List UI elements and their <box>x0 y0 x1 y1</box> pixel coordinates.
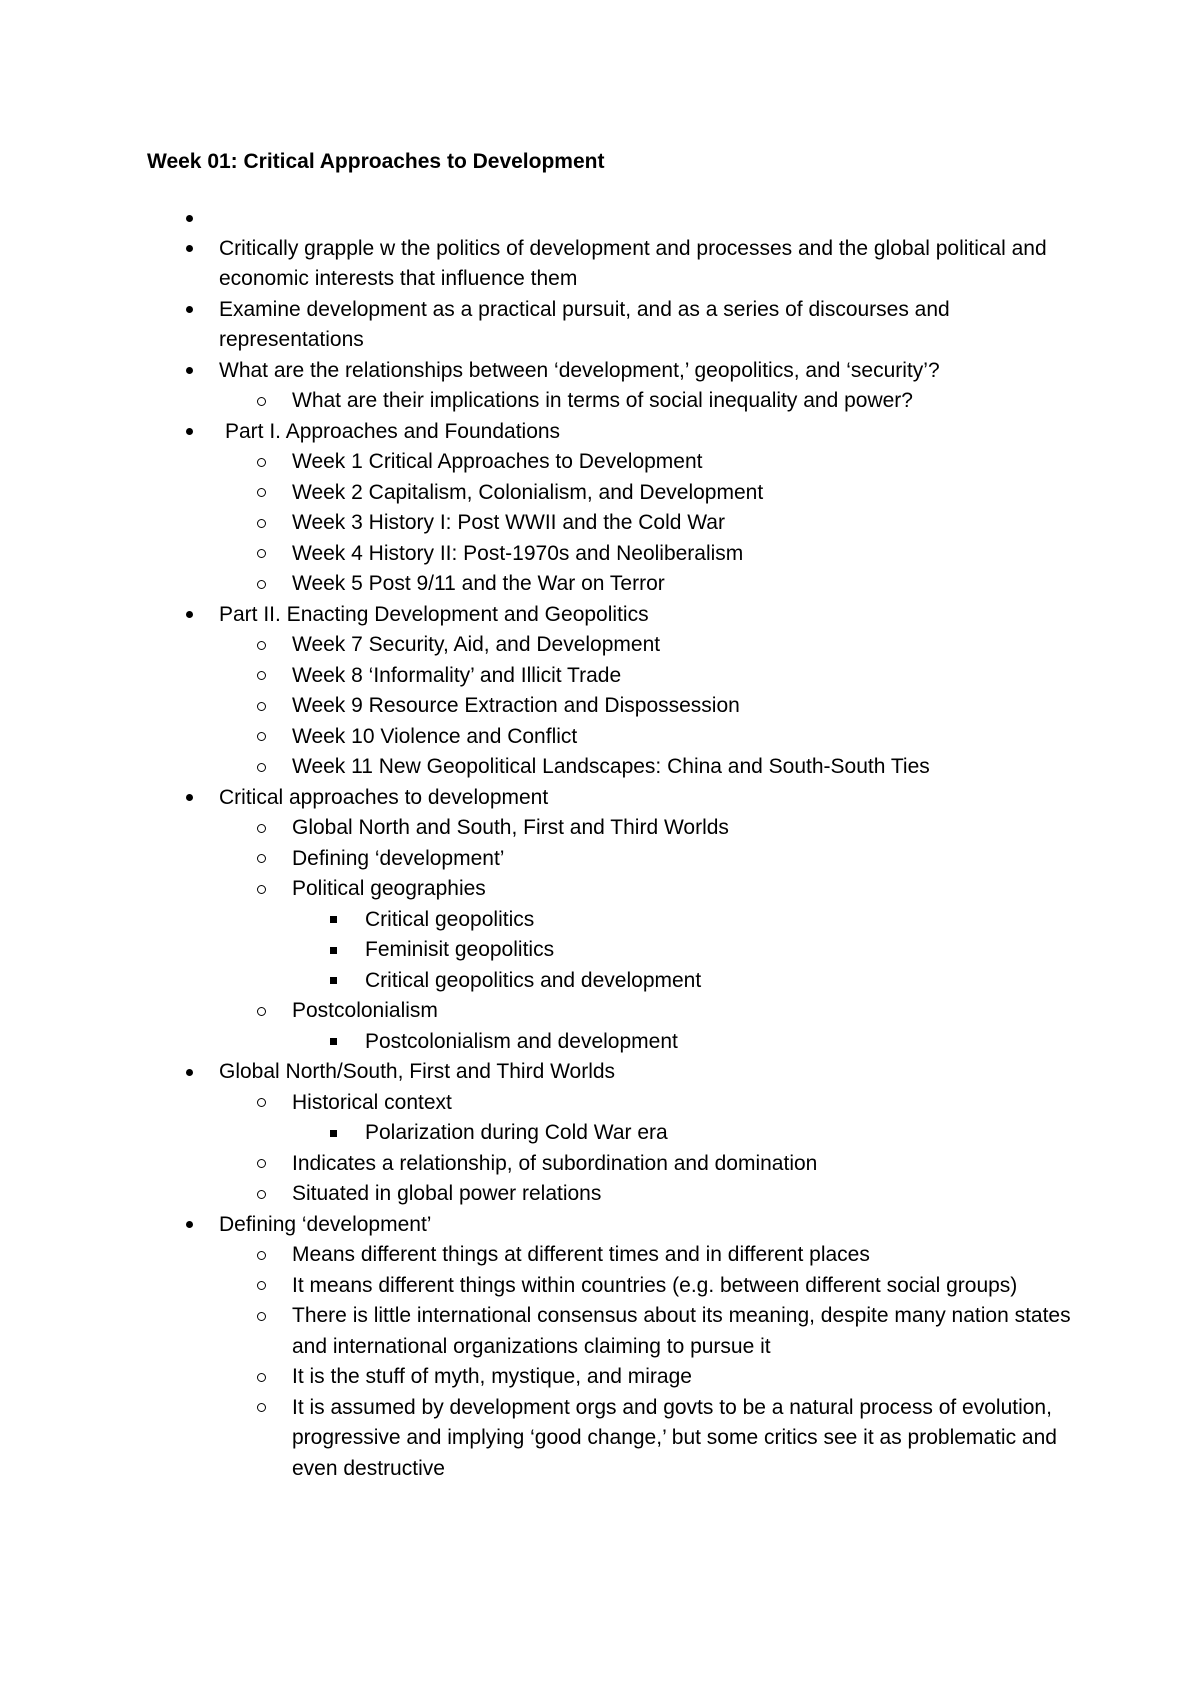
outline-item-level-2 <box>0 752 1200 783</box>
outline-item-level-2 <box>0 1301 1200 1362</box>
outline-item-text: What are the relationships between ‘development,’ geopolitics, and ‘security’? <box>219 358 940 382</box>
outline-item-level-2 <box>0 874 1200 905</box>
bullet-dot-icon <box>182 1210 196 1241</box>
outline-item-text: Polarization during Cold War era <box>365 1121 668 1144</box>
bullet-square-icon <box>326 935 340 966</box>
bullet-circle-icon <box>254 386 268 417</box>
outline-item-level-2 <box>0 447 1200 478</box>
outline-item-level-3 <box>0 1118 1200 1149</box>
bullet-circle-icon <box>254 569 268 600</box>
bullet-circle-icon <box>254 478 268 509</box>
outline-item-text: Week 11 New Geopolitical Landscapes: China and South-South Ties <box>292 755 930 778</box>
bullet-circle-icon <box>254 722 268 753</box>
outline-item-text: Defining ‘development’ <box>292 846 505 870</box>
outline-item-text: Means different things at different times and in different places <box>292 1243 870 1266</box>
bullet-circle-icon <box>254 1393 268 1424</box>
outline-item-text: Week 1 Critical Approaches to Development <box>292 450 703 473</box>
outline-item-level-2 <box>0 1179 1200 1210</box>
outline-item-level-3 <box>0 966 1200 997</box>
outline-item-level-2 <box>0 539 1200 570</box>
bullet-dot-icon <box>182 356 196 387</box>
outline-item-text: It means different things within countries (e.g. between different social groups) <box>292 1273 1018 1297</box>
bullet-square-icon <box>326 1027 340 1058</box>
outline-item-level-2 <box>0 661 1200 692</box>
bullet-circle-icon <box>254 874 268 905</box>
outline-item-level-1 <box>0 356 1200 387</box>
outline-item-level-2 <box>0 630 1200 661</box>
outline-item-text: Historical context <box>292 1090 452 1114</box>
outline-item-text: Week 10 Violence and Conflict <box>292 724 578 748</box>
outline-item-level-1 <box>0 295 1200 356</box>
outline-item-level-1 <box>0 234 1200 295</box>
outline-item-text: Critical geopolitics <box>365 907 535 931</box>
outline-item-text: Week 3 History I: Post WWII and the Cold War <box>292 511 725 534</box>
bullet-circle-icon <box>254 661 268 692</box>
bullet-circle-icon <box>254 1149 268 1180</box>
outline-item-level-2 <box>0 722 1200 753</box>
outline-item-level-2 <box>0 569 1200 600</box>
outline-item-text: Feminisit geopolitics <box>365 938 555 961</box>
outline-item-level-1 <box>0 203 1200 234</box>
bullet-circle-icon <box>254 447 268 478</box>
outline-list <box>0 203 1200 1484</box>
outline-item-level-1 <box>0 783 1200 814</box>
outline-item-text: Situated in global power relations <box>292 1182 602 1205</box>
outline-item-text: There is little international consensus about its meaning, despite many nation states and international organizations claiming to pursue it <box>292 1304 1071 1358</box>
outline-item-level-2 <box>0 478 1200 509</box>
outline-item-text: Week 2 Capitalism, Colonialism, and Development <box>292 480 764 504</box>
bullet-dot-icon <box>182 600 196 631</box>
outline-item-text: It is the stuff of myth, mystique, and mirage <box>292 1365 692 1388</box>
outline-item-text: Critical approaches to development <box>219 785 549 809</box>
outline-item-level-2 <box>0 1362 1200 1393</box>
outline-item-text: Global North and South, First and Third Worlds <box>292 816 729 839</box>
outline-item-level-3 <box>0 935 1200 966</box>
outline-item-level-2 <box>0 691 1200 722</box>
bullet-square-icon <box>326 966 340 997</box>
outline-item-level-1 <box>0 417 1200 448</box>
outline-item-text: Part I. Approaches and Foundations <box>225 419 561 443</box>
outline-item-level-3 <box>0 905 1200 936</box>
bullet-circle-icon <box>254 539 268 570</box>
outline-item-level-2 <box>0 508 1200 539</box>
bullet-square-icon <box>326 1118 340 1149</box>
outline-item-level-2 <box>0 1240 1200 1271</box>
bullet-circle-icon <box>254 996 268 1027</box>
outline-item-text: Part II. Enacting Development and Geopolitics <box>219 602 649 626</box>
outline-item-level-2 <box>0 1088 1200 1119</box>
outline-item-text: Week 4 History II: Post-1970s and Neoliberalism <box>292 541 744 565</box>
outline-item-text: Week 5 Post 9/11 and the War on Terror <box>292 572 665 595</box>
outline-item-level-3 <box>0 1027 1200 1058</box>
outline-item-text: Week 7 Security, Aid, and Development <box>292 633 661 656</box>
outline-item-text: Examine development as a practical pursuit, and as a series of discourses and representations <box>219 297 950 351</box>
bullet-dot-icon <box>182 417 196 448</box>
outline-item-level-1 <box>0 1057 1200 1088</box>
outline-item-level-2 <box>0 1393 1200 1485</box>
bullet-circle-icon <box>254 630 268 661</box>
outline-item-level-1 <box>0 1210 1200 1241</box>
bullet-dot-icon <box>182 1057 196 1088</box>
outline-item-level-1 <box>0 600 1200 631</box>
outline-item-level-2 <box>0 386 1200 417</box>
bullet-circle-icon <box>254 1179 268 1210</box>
outline-item-level-2 <box>0 844 1200 875</box>
bullet-circle-icon <box>254 691 268 722</box>
outline-item-text: Week 8 ‘Informality’ and Illicit Trade <box>292 663 622 687</box>
outline-item-text: It is assumed by development orgs and govts to be a natural process of evolution, progressive and implying ‘good change,’ but some critics see it as problematic and even destructive <box>292 1395 1057 1480</box>
outline-item-text: Political geographies <box>292 877 486 900</box>
bullet-dot-icon <box>182 203 196 234</box>
outline-item-text: Week 9 Resource Extraction and Dispossession <box>292 694 740 717</box>
outline-item-text: Postcolonialism and development <box>365 1029 678 1053</box>
bullet-circle-icon <box>254 1088 268 1119</box>
bullet-circle-icon <box>254 508 268 539</box>
outline-item-text: Critical geopolitics and development <box>365 968 702 992</box>
outline-item-level-2 <box>0 996 1200 1027</box>
bullet-circle-icon <box>254 1301 268 1332</box>
outline-item-text: What are their implications in terms of social inequality and power? <box>292 389 913 412</box>
outline-item-text: Defining ‘development’ <box>219 1212 432 1236</box>
document-title: Week 01: Critical Approaches to Development <box>147 150 605 173</box>
outline-item-text <box>219 203 1069 234</box>
outline-item-level-2 <box>0 1149 1200 1180</box>
bullet-circle-icon <box>254 844 268 875</box>
bullet-dot-icon <box>182 234 196 265</box>
bullet-circle-icon <box>254 1362 268 1393</box>
outline-item-level-2 <box>0 1271 1200 1302</box>
bullet-circle-icon <box>254 1240 268 1271</box>
bullet-dot-icon <box>182 295 196 326</box>
bullet-square-icon <box>326 905 340 936</box>
outline-item-level-2 <box>0 813 1200 844</box>
bullet-circle-icon <box>254 752 268 783</box>
outline-item-text: Indicates a relationship, of subordination and domination <box>292 1151 818 1175</box>
bullet-circle-icon <box>254 813 268 844</box>
outline-item-text: Global North/South, First and Third Worlds <box>219 1060 616 1083</box>
outline-item-text: Critically grapple w the politics of development and processes and the global political and economic interests that influence them <box>219 236 1047 290</box>
bullet-dot-icon <box>182 783 196 814</box>
bullet-circle-icon <box>254 1271 268 1302</box>
outline-item-text: Postcolonialism <box>292 999 438 1022</box>
